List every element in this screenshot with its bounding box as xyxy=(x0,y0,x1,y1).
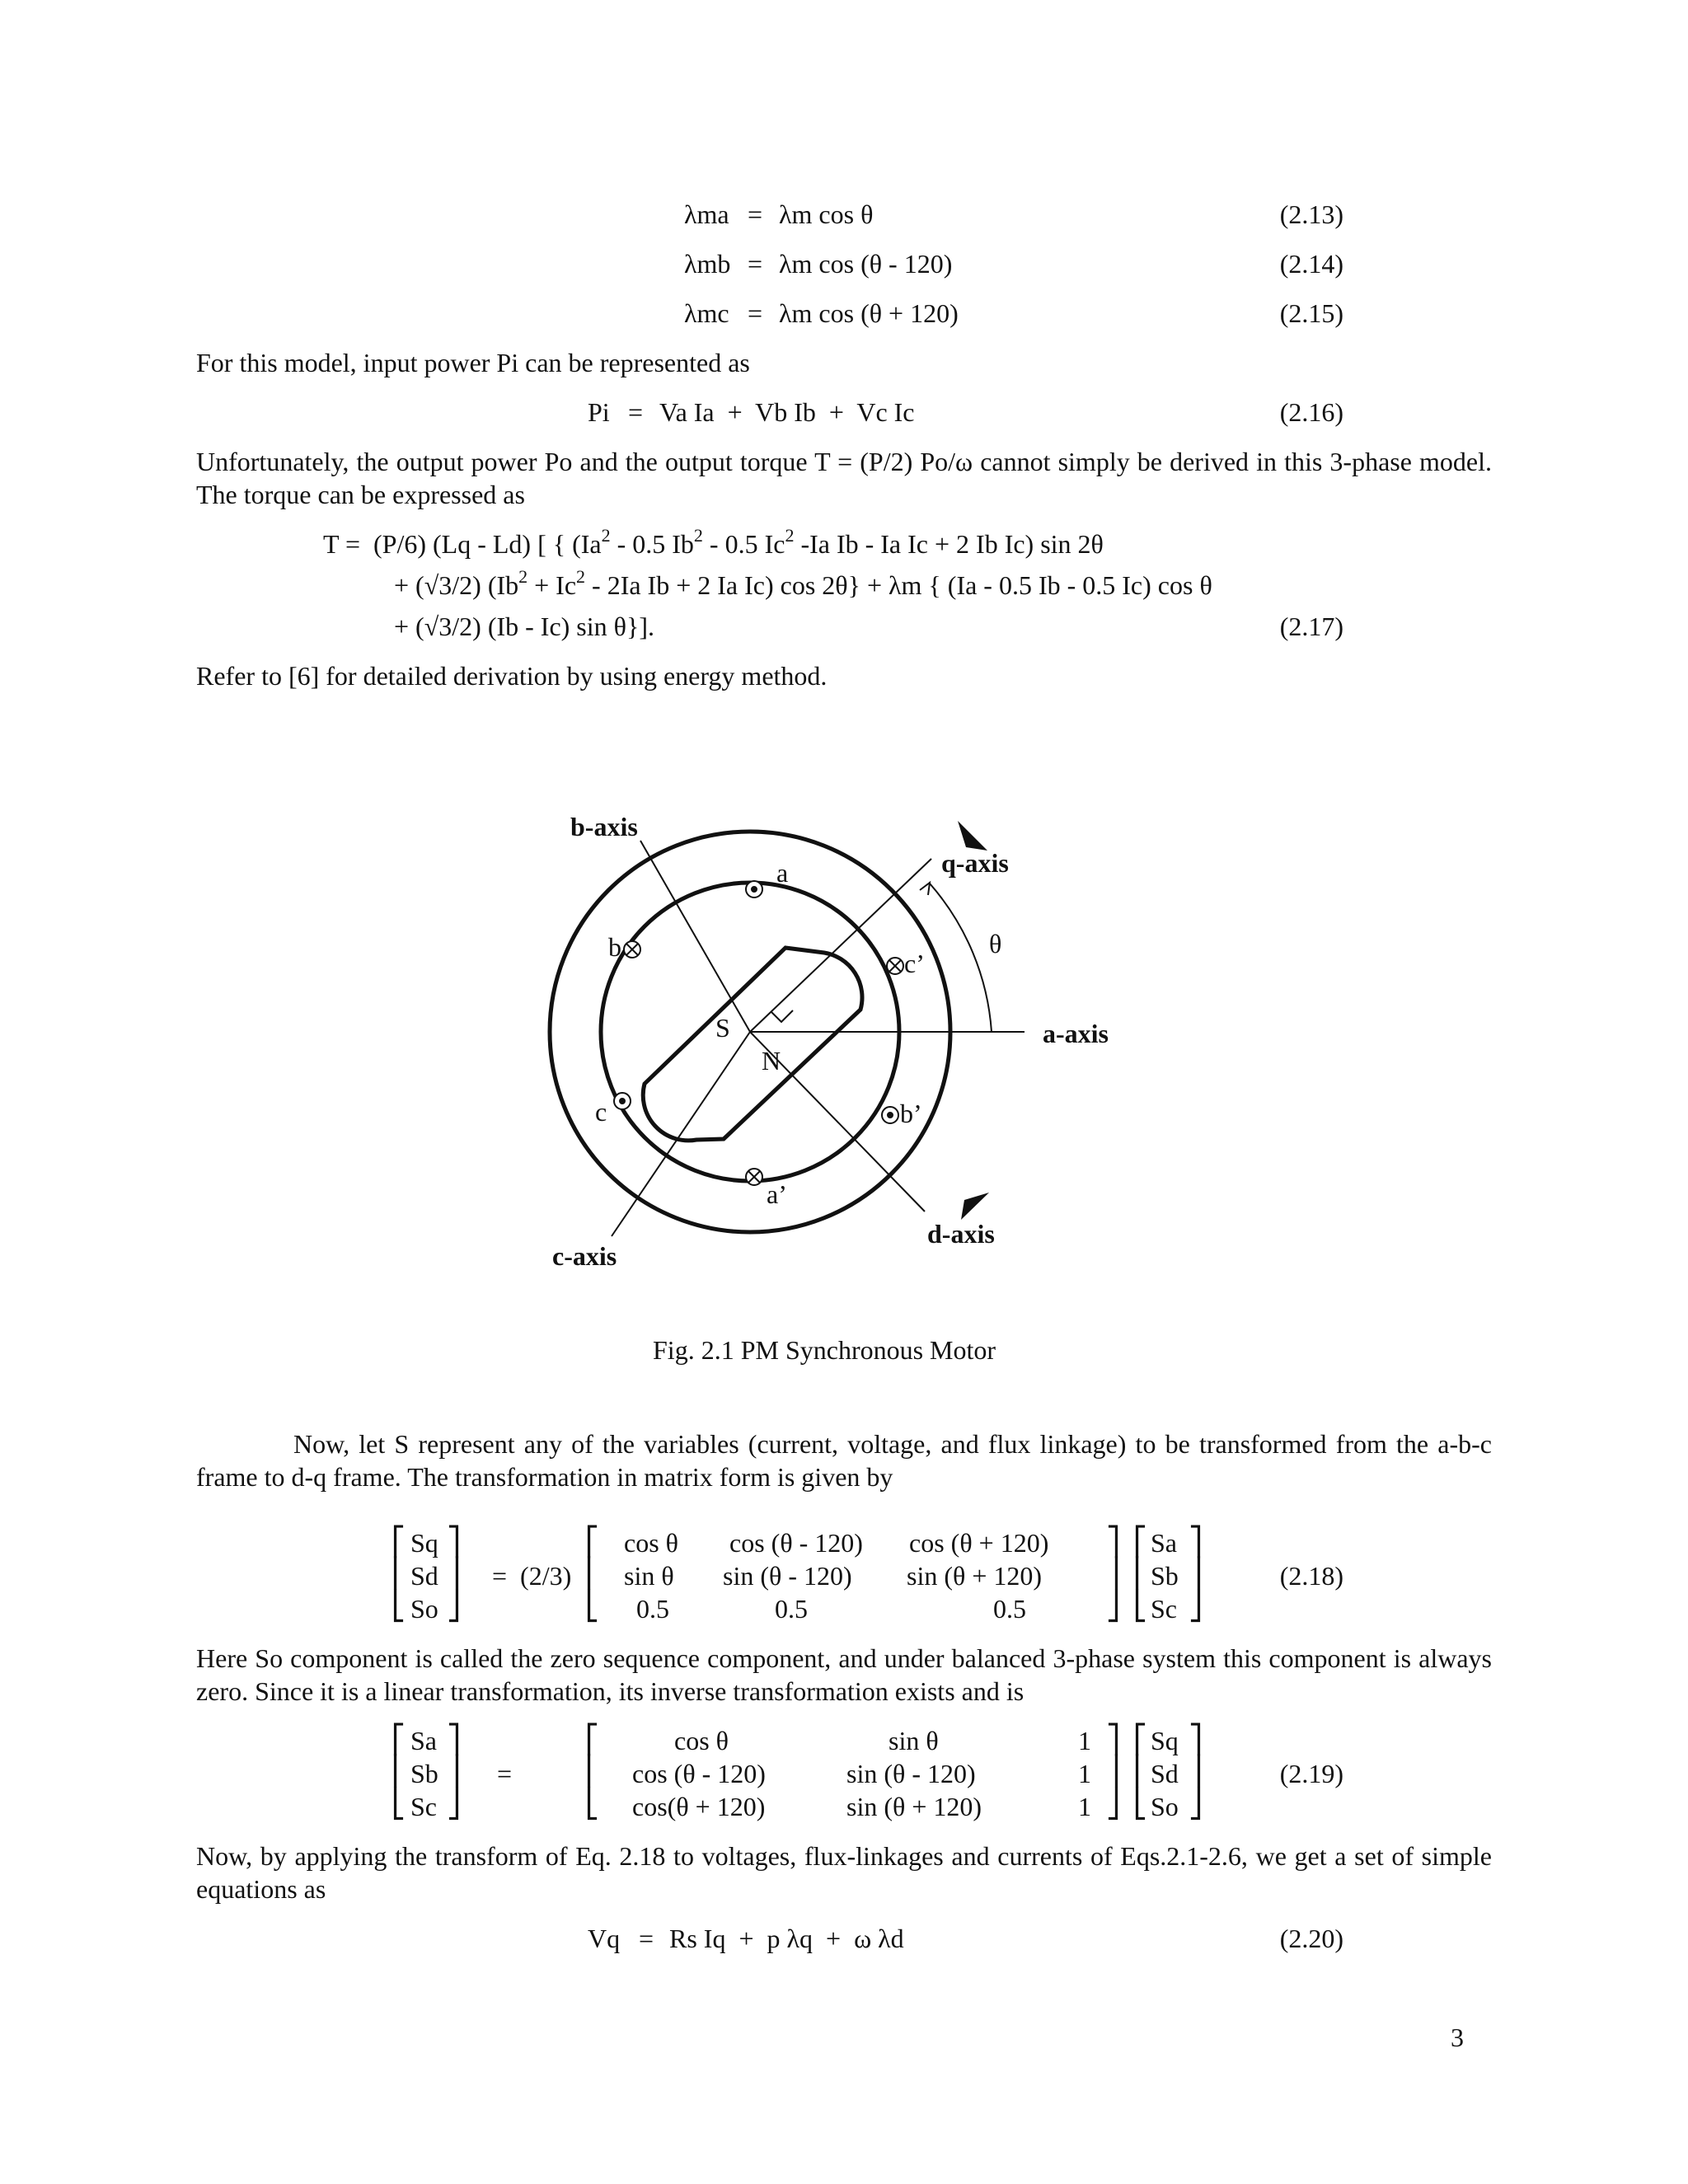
paragraph-reference: Refer to [6] for detailed derivation by using energy method. xyxy=(196,661,828,691)
m218-r0c1: cos (θ - 120) xyxy=(729,1528,863,1558)
eq-2-19-number: (2.19) xyxy=(1279,1759,1343,1788)
m219-rhs-2: So xyxy=(1151,1792,1179,1821)
m219-rhs-0: Sq xyxy=(1151,1726,1179,1755)
coil-c-prime-cross-icon xyxy=(887,958,903,974)
eq-2-15-rhs: λm cos (θ + 120) xyxy=(779,298,959,328)
page-number: 3 xyxy=(1451,2022,1464,2052)
b-axis-line xyxy=(640,841,750,1032)
d-axis-arrow xyxy=(961,1193,989,1220)
a-axis-label: a-axis xyxy=(1043,1019,1109,1048)
eq-2-16-rhs: Va Ia + Vb Ib + Vc Ic xyxy=(659,397,915,427)
m219-r1c1: sin (θ - 120) xyxy=(846,1759,976,1788)
eq-2-15-lhs: λmc xyxy=(684,298,729,328)
coil-a-label: a xyxy=(776,858,789,888)
paragraph-input-power: For this model, input power Pi can be represented as xyxy=(196,348,750,377)
m218-rhs-0: Sa xyxy=(1151,1528,1177,1558)
m218-r2c0: 0.5 xyxy=(636,1594,669,1624)
m219-rhs-1: Sd xyxy=(1151,1759,1179,1788)
figure-caption: Fig. 2.1 PM Synchronous Motor xyxy=(653,1335,996,1365)
rotor-magnet xyxy=(643,948,862,1141)
m219-lhs-1: Sb xyxy=(410,1759,438,1788)
m218-r0c0: cos θ xyxy=(624,1528,678,1558)
m218-rhs-1: Sb xyxy=(1151,1561,1179,1591)
eq-2-14-lhs: λmb xyxy=(684,249,731,279)
eq-2-17-line-3: + (√3/2) (Ib - Ic) sin θ}]. xyxy=(394,612,654,641)
eq-2-16-number: (2.16) xyxy=(1279,397,1343,427)
coil-b-cross-icon xyxy=(624,941,640,958)
m219-r1c2: 1 xyxy=(1078,1759,1091,1788)
eq-2-14-op: = xyxy=(748,249,763,279)
m218-r2c1: 0.5 xyxy=(775,1594,808,1624)
m218-lhs-0: Sq xyxy=(410,1528,438,1558)
m218-lhs-1: Sd xyxy=(410,1561,438,1591)
m218-rhs-2: Sc xyxy=(1151,1594,1177,1624)
q-axis-arrow xyxy=(958,821,987,851)
theta-label: θ xyxy=(989,929,1002,958)
eq-2-17-line-1: T = (P/6) (Lq - Ld) [ { (Ia$^2$ - 0.5 Ib$^2$ - 0.5 Ic$^2$ -Ia Ib - Ia Ic + 2 Ib Ic) sin 2θ xyxy=(323,525,1104,559)
m218-r2c2: 0.5 xyxy=(993,1594,1026,1624)
c-axis-label: c-axis xyxy=(552,1241,617,1271)
m219-r0c1: sin θ xyxy=(889,1726,939,1755)
eq-2-20-rhs: Rs Iq + p λq + ω λd xyxy=(669,1924,904,1953)
eq-2-20-number: (2.20) xyxy=(1279,1924,1343,1953)
eq-2-14-rhs: λm cos (θ - 120) xyxy=(779,249,953,279)
coil-a-dot-icon xyxy=(746,881,762,898)
pm-synchronous-motor-diagram xyxy=(528,791,1154,1286)
eq-2-16-op: = xyxy=(628,397,644,427)
coil-b-prime-dot-icon xyxy=(882,1107,898,1123)
m219-lhs-0: Sa xyxy=(410,1726,437,1755)
south-pole-label: S xyxy=(715,1013,730,1043)
eq-2-16-lhs: Pi xyxy=(588,397,610,427)
paragraph-transformation: Now, let S represent any of the variables (current, voltage, and flux linkage) to be transformed from the a-b-c frame to d-q frame. The transformation in matrix form is given by xyxy=(196,1429,1492,1492)
eq-2-13-op: = xyxy=(748,199,763,229)
m219-r2c2: 1 xyxy=(1078,1792,1091,1821)
coil-b-label: b xyxy=(608,932,621,962)
m218-r0c2: cos (θ + 120) xyxy=(909,1528,1049,1558)
eq-2-18-number: (2.18) xyxy=(1279,1561,1343,1591)
m219-r1c0: cos (θ - 120) xyxy=(632,1759,766,1788)
b-axis-label: b-axis xyxy=(570,812,638,841)
m219-r0c2: 1 xyxy=(1078,1726,1091,1755)
theta-arc xyxy=(930,883,992,1032)
m219-equals: = xyxy=(497,1759,513,1788)
coil-a-prime-label: a’ xyxy=(767,1179,787,1209)
m218-r1c2: sin (θ + 120) xyxy=(907,1561,1043,1591)
coil-c-dot-icon xyxy=(614,1093,631,1109)
paragraph-applying-transform: Now, by applying the transform of Eq. 2.18 to voltages, flux-linkages and currents of Eqs.2.1-2.6, we get a set of simple equations as xyxy=(196,1841,1492,1904)
m218-coefficient: = (2/3) xyxy=(492,1561,572,1591)
eq-2-14-number: (2.14) xyxy=(1279,249,1343,279)
m219-r2c0: cos(θ + 120) xyxy=(632,1792,766,1821)
north-pole-label: N xyxy=(762,1046,781,1076)
eq-2-20-lhs: Vq xyxy=(588,1924,621,1953)
m219-r0c0: cos θ xyxy=(674,1726,729,1755)
eq-2-13-number: (2.13) xyxy=(1279,199,1343,229)
m218-lhs-2: So xyxy=(410,1594,438,1624)
d-axis-label: d-axis xyxy=(927,1219,995,1249)
eq-2-13-rhs: λm cos θ xyxy=(779,199,874,229)
eq-2-13-lhs: λma xyxy=(684,199,729,229)
right-angle-marker xyxy=(771,1010,793,1022)
eq-2-17-line-2: + (√3/2) ($Ib^2 + Ic^2 - 2Ia$ Ib + 2 Ia Ic) cos 2θ} + λm { (Ia - 0.5 Ib - 0.5 Ic) cos θ xyxy=(394,566,1212,600)
coil-b-prime-label: b’ xyxy=(900,1099,922,1128)
paragraph-zero-sequence: Here So component is called the zero sequence component, and under balanced 3-phase system this component is always zero. Since it is a linear transformation, its inverse transformation exists and is xyxy=(196,1643,1492,1706)
m219-lhs-2: Sc xyxy=(410,1792,437,1821)
eq-2-15-op: = xyxy=(748,298,763,328)
eq-2-17-number: (2.17) xyxy=(1279,612,1343,641)
theta-arc-arrowhead xyxy=(920,883,930,895)
eq-2-15-number: (2.15) xyxy=(1279,298,1343,328)
m218-r1c1: sin (θ - 120) xyxy=(723,1561,852,1591)
m218-r1c0: sin θ xyxy=(624,1561,674,1591)
coil-a-prime-cross-icon xyxy=(746,1169,762,1185)
q-axis-label: q-axis xyxy=(941,848,1009,878)
paragraph-output-torque: Unfortunately, the output power Po and the output torque T = (P/2) Po/ω cannot simply be derived in this 3-phase model. The torque can be expressed as xyxy=(196,447,1492,509)
coil-c-label: c xyxy=(595,1097,607,1127)
m219-r2c1: sin (θ + 120) xyxy=(846,1792,982,1821)
coil-c-prime-label: c’ xyxy=(904,949,925,978)
eq-2-20-op: = xyxy=(639,1924,654,1953)
